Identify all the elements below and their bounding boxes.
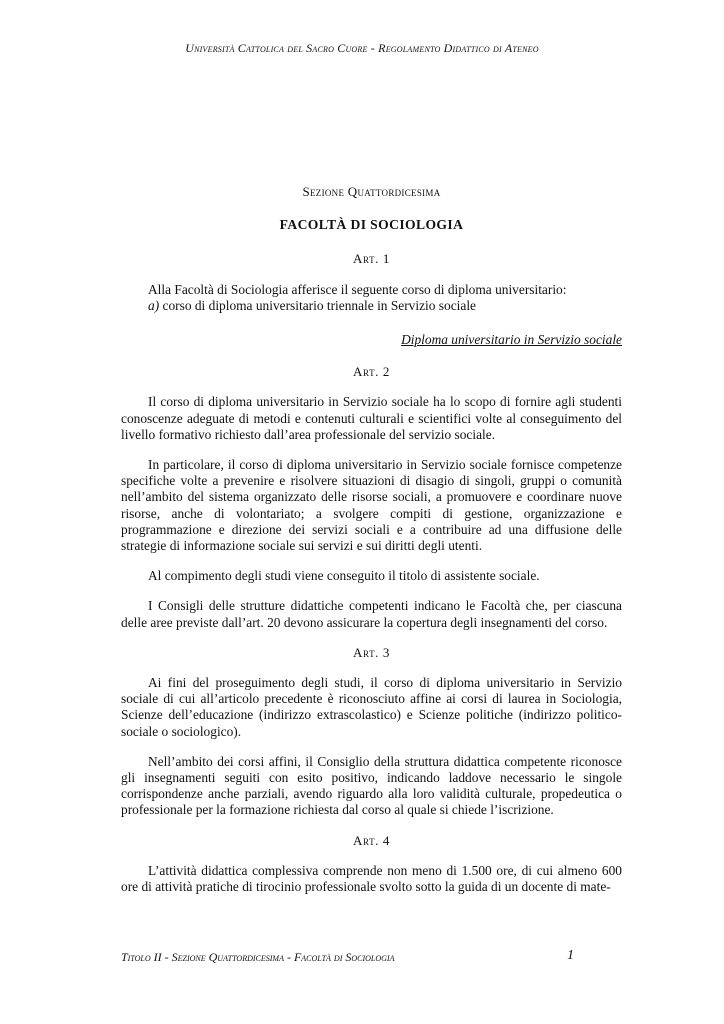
article-1-item bbox=[148, 298, 622, 314]
article-4-paragraph-1: L’attività didattica complessiva comprende non meno di 1.500 ore, di cui almeno 600 ore di attività pratiche di tirocinio professionale svolto sotto la guida di un docente di mate- bbox=[121, 862, 622, 895]
article-3-heading: Art. 3 bbox=[353, 644, 390, 660]
article-2-paragraph-3: Al compimento degli studi viene conseguito il titolo di assistente sociale. bbox=[148, 568, 540, 584]
subsection-title: Diploma universitario in Servizio sociale bbox=[401, 332, 622, 348]
article-1-body bbox=[121, 282, 622, 314]
article-1-heading: Art. 1 bbox=[353, 251, 390, 267]
article-2-paragraph-4: I Consigli delle strutture didattiche competenti indicano le Facoltà che, per ciascuna delle aree previste dall’art. 20 devono assicurare la copertura degli insegnamenti del corso. bbox=[121, 598, 622, 630]
page-number: 1 bbox=[567, 948, 574, 963]
article-2-paragraph-1: Il corso di diploma universitario in Servizio sociale ha lo scopo di fornire agli studenti conoscenze adeguate di metodi e contenuti culturali e scientifici volte al conseguimento del livello formativo richiesto dall’area professionale del servizio sociale. bbox=[121, 394, 622, 442]
running-header: Università Cattolica del Sacro Cuore - Regolamento Didattico di Ateneo bbox=[185, 41, 539, 55]
running-footer: Titolo II - Sezione Quattordicesima - Facoltà di Sociologia bbox=[121, 950, 395, 964]
article-3-paragraph-1: Ai fini del proseguimento degli studi, il corso di diploma universitario in Servizio sociale di cui all’articolo precedente è riconosciuto affine ai corsi di laurea in Sociologia, Scienze dell’educazione (indirizzo extrascolastico) e Scienze politiche (indirizzo politico-sociale o sociologico). bbox=[121, 675, 622, 739]
article-2-heading: Art. 2 bbox=[353, 364, 390, 380]
item-marker: a) bbox=[148, 297, 160, 313]
page-content bbox=[121, 184, 622, 909]
article-1-intro: Alla Facoltà di Sociologia afferisce il seguente corso di diploma universitario: bbox=[148, 281, 567, 297]
item-text: corso di diploma universitario triennale in Servizio sociale bbox=[159, 297, 476, 313]
article-3-paragraph-2: Nell’ambito dei corsi affini, il Consiglio della struttura didattica competente riconosce gli insegnamenti seguiti con esito positivo, indicando laddove necessario le singole corrispondenze anche parziali, avendo riguardo alla loro validità culturale, propedeutica o professionale per la formazione richiesta dal corso al quale si chiede l’iscrizione. bbox=[121, 753, 622, 818]
section-title: Sezione Quattordicesima bbox=[302, 184, 441, 199]
article-2-paragraph-2: In particolare, il corso di diploma universitario in Servizio sociale fornisce competenze specifiche volte a prevenire e risolvere situazioni di disagio di singoli, gruppi o comunità nell’ambito del sistema organizzato delle risorse sociali, a promuovere e coordinare nuove risorse, anche di volontariato; a svolgere compiti di gestione, organizzazione e programmazione e direzione dei servizi sociali e a contribuire ad una diffusione delle strategie di informazione sociale sui servizi e sui diritti degli utenti. bbox=[121, 457, 622, 554]
article-4-heading: Art. 4 bbox=[353, 832, 390, 848]
faculty-title: FACOLTÀ DI SOCIOLOGIA bbox=[279, 217, 464, 233]
